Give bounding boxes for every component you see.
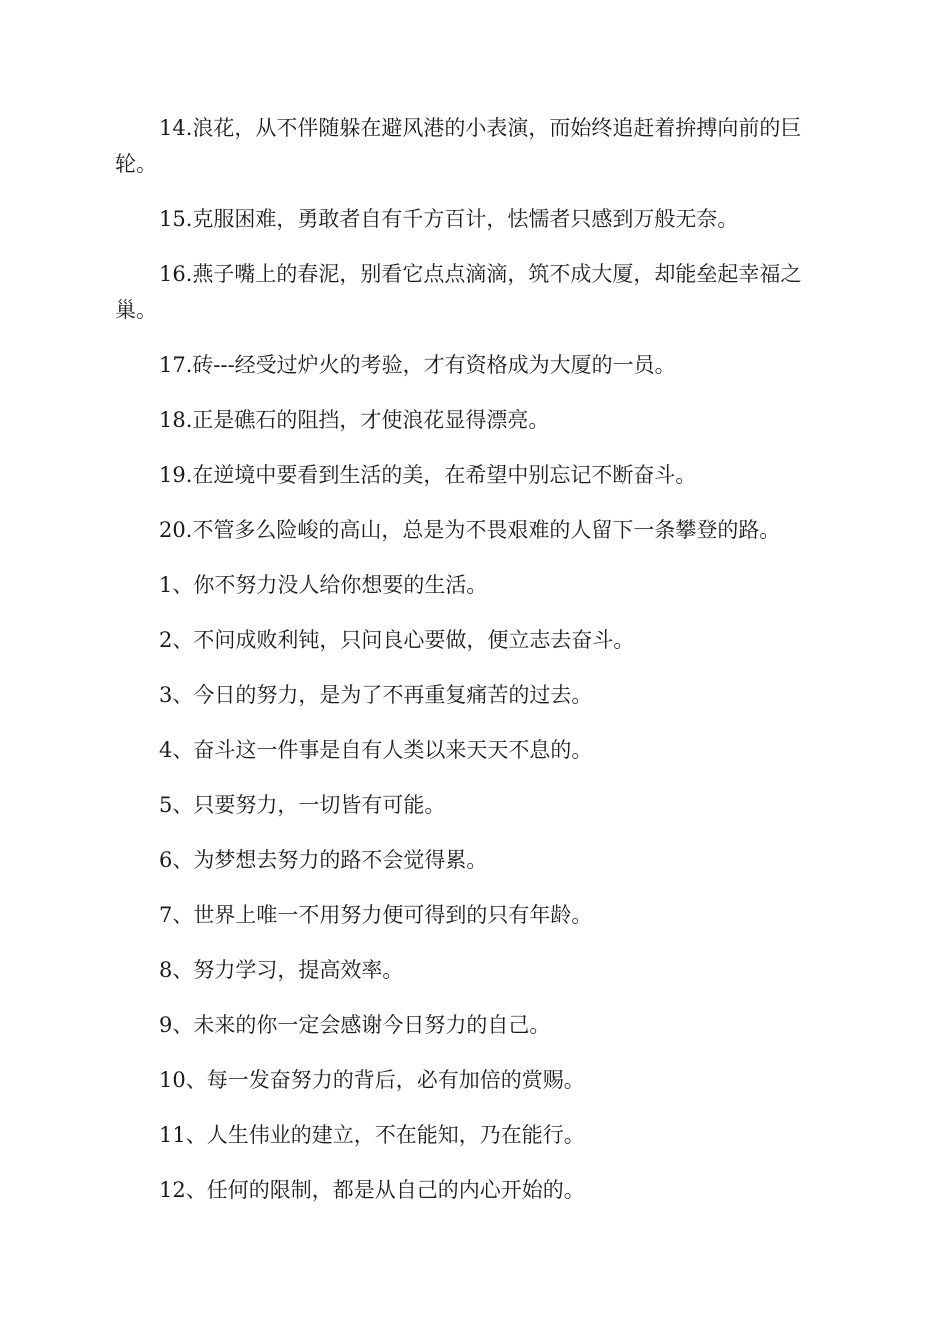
paragraph: 9、未来的你一定会感谢今日努力的自己。	[159, 1013, 551, 1037]
document-body	[115, 110, 835, 1227]
paragraph: 16.燕子嘴上的春泥，别看它点点滴滴，筑不成大厦，却能垒起幸福之巢。	[115, 262, 802, 322]
paragraph: 14.浪花，从不伴随躲在避风港的小表演，而始终追赶着拚搏向前的巨轮。	[115, 116, 802, 176]
paragraph: 18.正是礁石的阻挡，才使浪花显得漂亮。	[159, 408, 550, 432]
paragraph: 19.在逆境中要看到生活的美，在希望中别忘记不断奋斗。	[159, 463, 697, 487]
paragraph: 10、每一发奋努力的背后，必有加倍的赏赐。	[159, 1068, 585, 1092]
paragraph: 2、不问成败利钝，只问良心要做，便立志去奋斗。	[159, 628, 635, 652]
paragraph: 6、为梦想去努力的路不会觉得累。	[159, 848, 488, 872]
paragraph: 5、只要努力，一切皆有可能。	[159, 793, 446, 817]
paragraph: 7、世界上唯一不用努力便可得到的只有年龄。	[159, 903, 593, 927]
paragraph: 4、奋斗这一件事是自有人类以来天天不息的。	[159, 738, 593, 762]
paragraph: 15.克服困难，勇敢者自有千方百计，怯懦者只感到万般无奈。	[159, 207, 739, 231]
paragraph: 17.砖---经受过炉火的考验，才有资格成为大厦的一员。	[159, 353, 676, 377]
paragraph: 1、你不努力没人给你想要的生活。	[159, 573, 488, 597]
paragraph: 20.不管多么险峻的高山，总是为不畏艰难的人留下一条攀登的路。	[159, 518, 781, 542]
paragraph: 12、任何的限制，都是从自己的内心开始的。	[159, 1178, 585, 1202]
paragraph: 3、今日的努力，是为了不再重复痛苦的过去。	[159, 683, 593, 707]
paragraph: 11、人生伟业的建立，不在能知，乃在能行。	[159, 1123, 585, 1147]
paragraph: 8、努力学习，提高效率。	[159, 958, 404, 982]
